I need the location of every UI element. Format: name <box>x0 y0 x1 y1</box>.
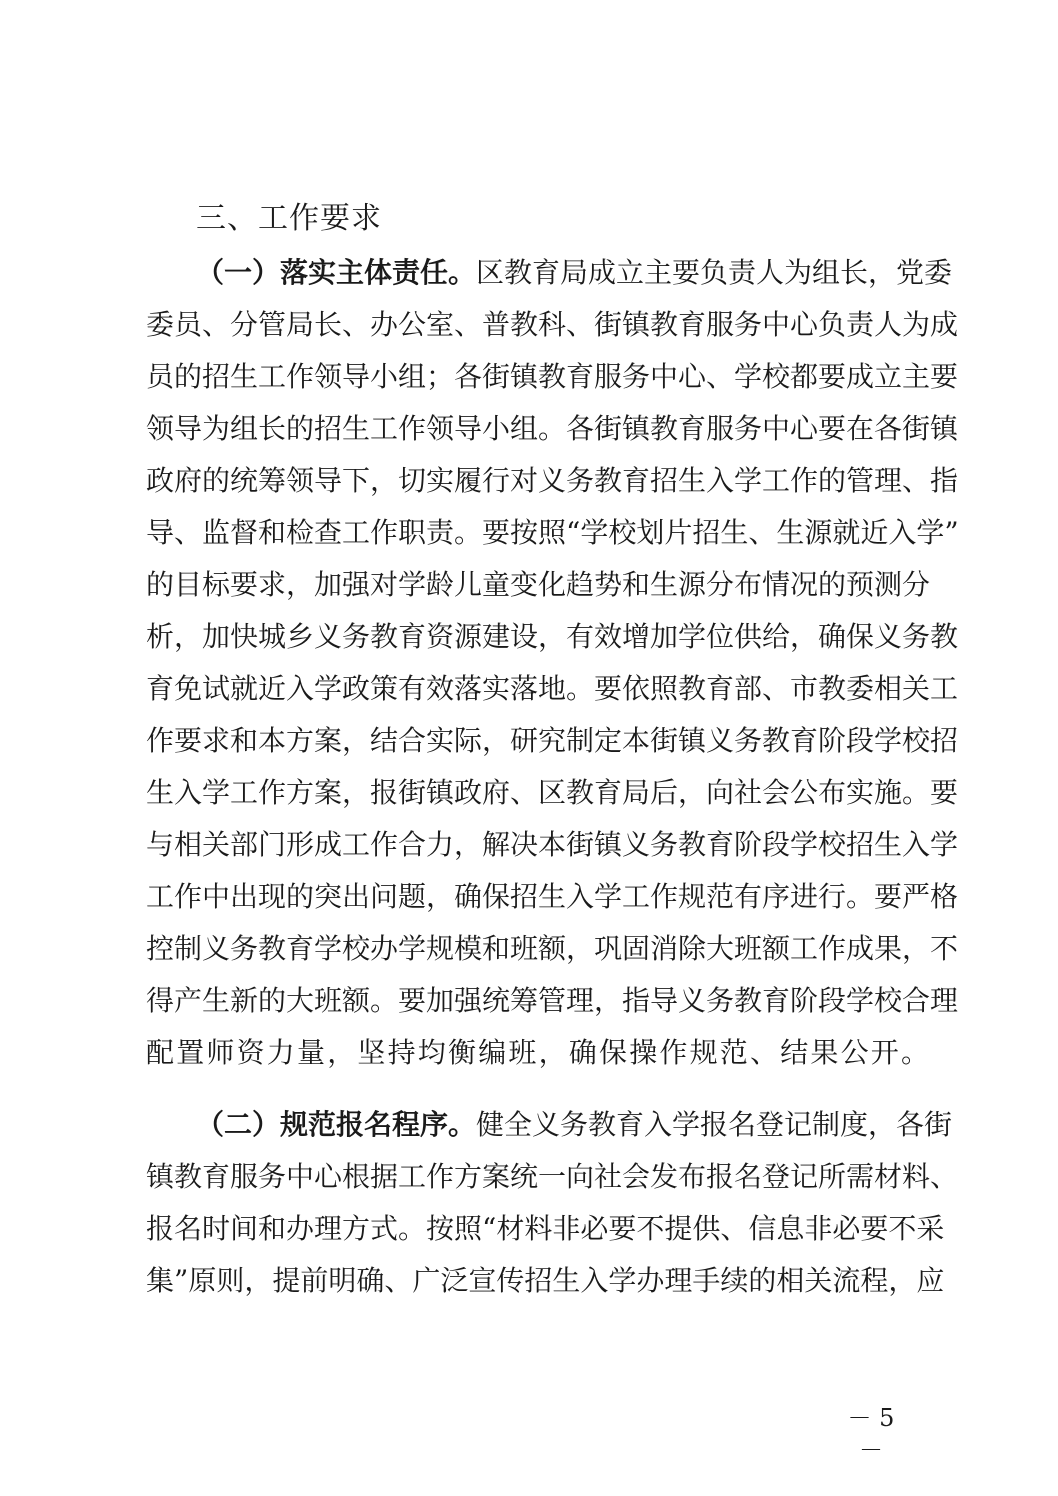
paragraph-line: 得产生新的大班额。要加强统筹管理，指导义务教育阶段学校合理 <box>146 984 959 1017</box>
paragraph-line: 委员、分管局长、办公室、普教科、街镇教育服务中心负责人为成 <box>146 308 959 341</box>
paragraph-line: 生入学工作方案，报街镇政府、区教育局后，向社会公布实施。要 <box>146 776 959 809</box>
paragraph-line: 工作中出现的突出问题，确保招生入学工作规范有序进行。要严格 <box>146 880 959 913</box>
paragraph-line: 作要求和本方案，结合实际，研究制定本街镇义务教育阶段学校招 <box>146 724 959 757</box>
paragraph-line: 育免试就近入学政策有效落实落地。要依照教育部、市教委相关工 <box>146 672 959 705</box>
paragraph-line: 控制义务教育学校办学规模和班额，巩固消除大班额工作成果，不 <box>146 932 959 965</box>
section2-first-line <box>196 1105 953 1145</box>
section2-lead: （二）规范报名程序。 <box>196 1108 477 1141</box>
page-number: － 5 － <box>847 1404 895 1464</box>
paragraph-last-line: 配置师资力量，坚持均衡编班，确保操作规范、结果公开。 <box>146 1036 932 1069</box>
paragraph-line: 与相关部门形成工作合力，解决本街镇义务教育阶段学校招生入学 <box>146 828 959 861</box>
paragraph-line: 析，加快城乡义务教育资源建设，有效增加学位供给，确保义务教 <box>146 620 959 653</box>
paragraph-line: 集”原则，提前明确、广泛宣传招生入学办理手续的相关流程，应 <box>146 1264 945 1297</box>
paragraph-line: 员的招生工作领导小组；各街镇教育服务中心、学校都要成立主要 <box>146 360 959 393</box>
paragraph-line: 领导为组长的招生工作领导小组。各街镇教育服务中心要在各街镇 <box>146 412 959 445</box>
section1-first-line <box>196 253 953 293</box>
section2-first-line-text: 健全义务教育入学报名登记制度，各街 <box>476 1108 953 1141</box>
paragraph-line: 导、监督和检查工作职责。要按照“学校划片招生、生源就近入学” <box>146 516 959 549</box>
paragraph-line: 镇教育服务中心根据工作方案统一向社会发布报名登记所需材料、 <box>146 1160 959 1193</box>
paragraph-line: 政府的统筹领导下，切实履行对义务教育招生入学工作的管理、指 <box>146 464 959 497</box>
section1-lead: （一）落实主体责任。 <box>196 256 477 289</box>
section-heading: 三、工作要求 <box>196 201 382 236</box>
paragraph-line: 的目标要求，加强对学龄儿童变化趋势和生源分布情况的预测分 <box>146 568 931 601</box>
section1-first-line-text: 区教育局成立主要负责人为组长，党委 <box>476 256 953 289</box>
paragraph-line: 报名时间和办理方式。按照“材料非必要不提供、信息非必要不采 <box>146 1212 945 1245</box>
